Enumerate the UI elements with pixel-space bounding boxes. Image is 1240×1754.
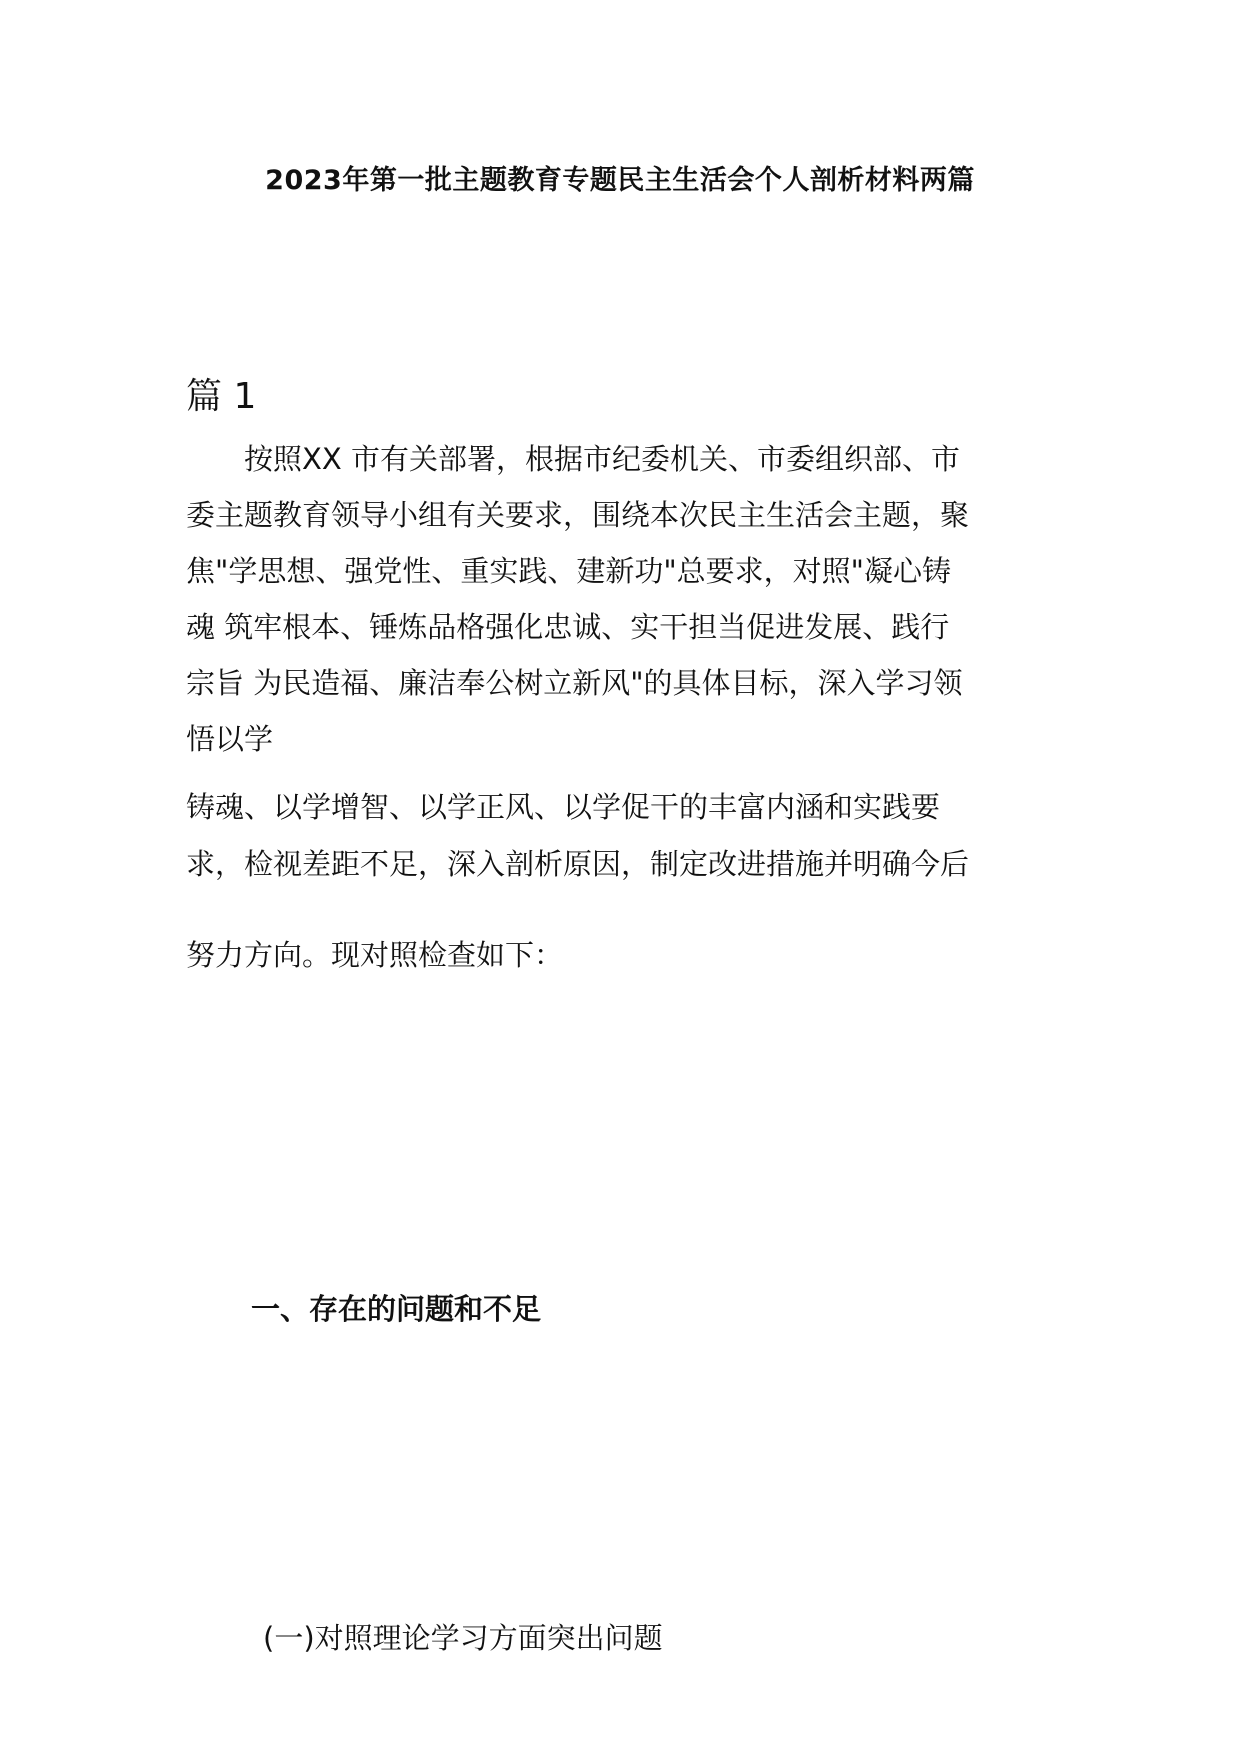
section-label: 篇 1 xyxy=(186,376,257,417)
paragraph-line: 铸魂、以学增智、以学正风、以学促干的丰富内涵和实践要 xyxy=(186,790,941,824)
paragraph-line: 宗旨 为民造福、廉洁奉公树立新风"的具体目标，深入学习领 xyxy=(186,666,963,700)
paragraph-line: 求，检视差距不足，深入剖析原因，制定改进措施并明确今后 xyxy=(186,847,970,881)
paragraph-line: 努力方向。现对照检查如下： xyxy=(186,938,564,972)
paragraph-line: 焦"学思想、强党性、重实践、建新功"总要求，对照"凝心铸 xyxy=(186,554,952,588)
paragraph-line: 委主题教育领导小组有关要求，围绕本次民主生活会主题，聚 xyxy=(186,498,970,532)
paragraph-line: 悟以学 xyxy=(186,722,274,756)
document-title: 2023年第一批主题教育专题民主生活会个人剖析材料两篇 xyxy=(265,165,975,196)
subsection-heading: (一)对照理论学习方面突出问题 xyxy=(263,1621,663,1655)
paragraph-line: 魂 筑牢根本、锤炼品格强化忠诚、实干担当促进发展、践行 xyxy=(186,610,950,644)
paragraph-line: 按照XX 市有关部署，根据市纪委机关、市委组织部、市 xyxy=(186,442,960,476)
section-heading: 一、存在的问题和不足 xyxy=(251,1292,542,1326)
